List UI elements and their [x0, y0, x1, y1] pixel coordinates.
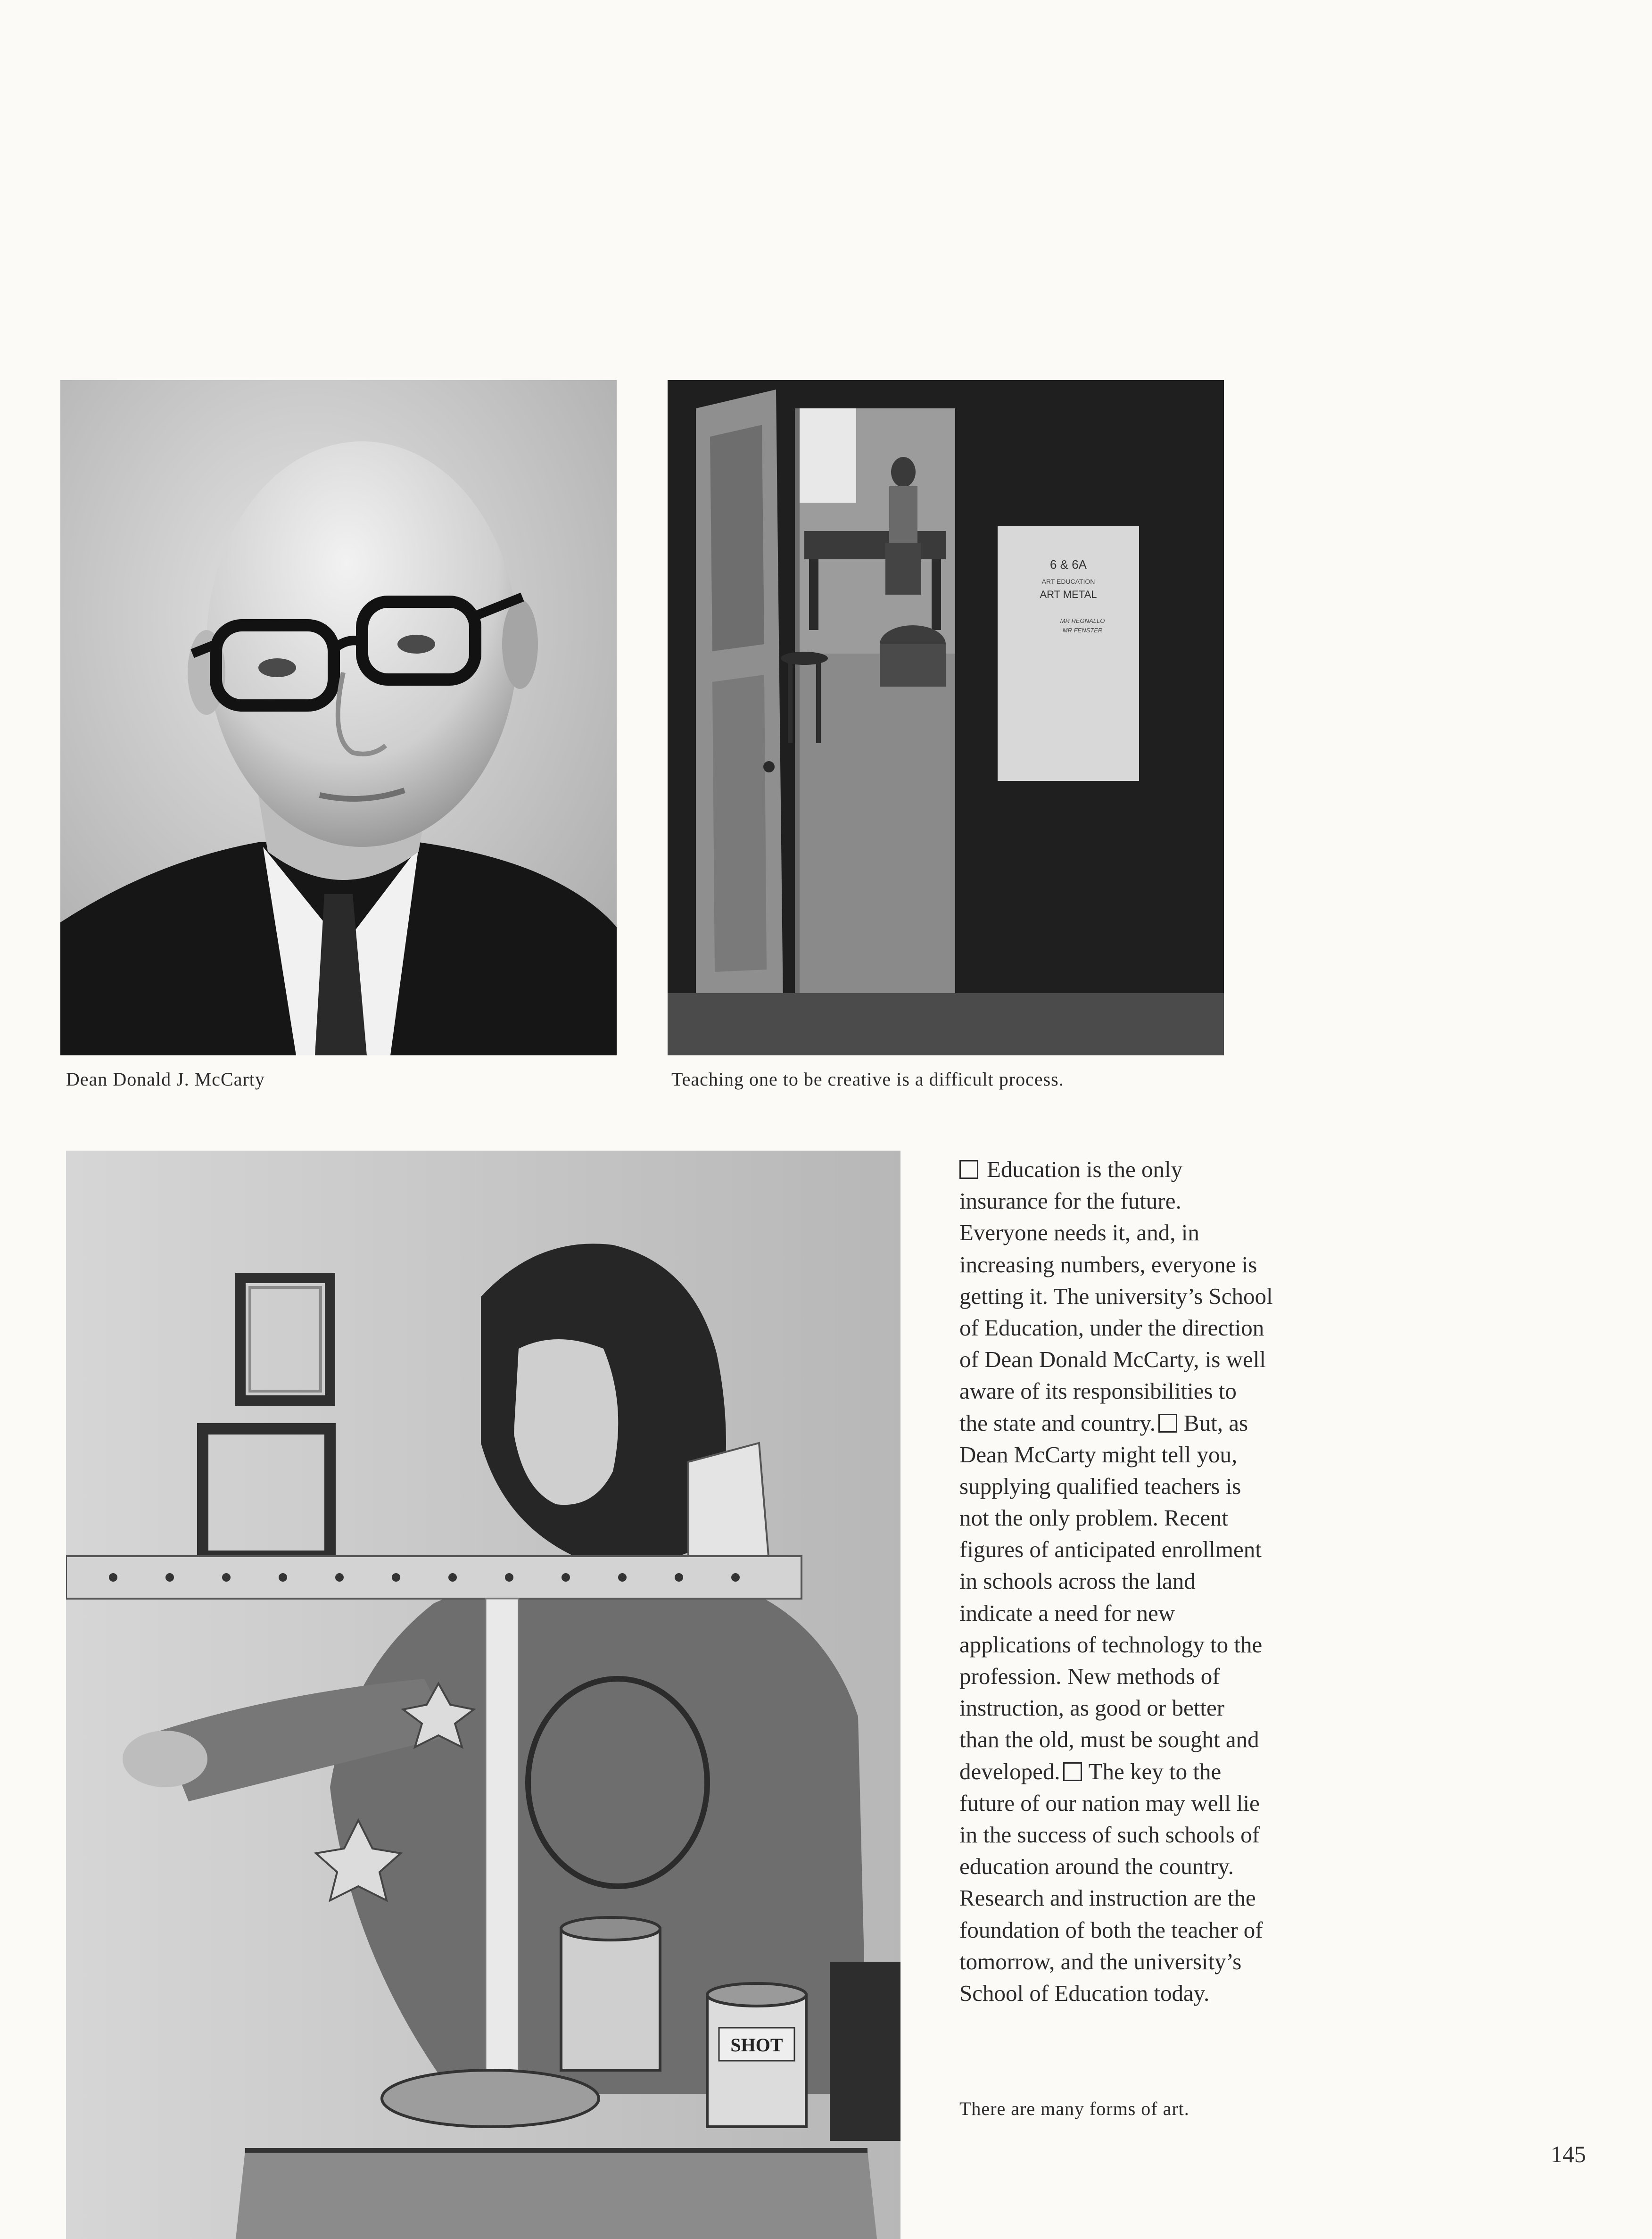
sign-line-teacher-2: MR FENSTER: [1062, 627, 1103, 634]
article-line-10: Dean McCarty might tell you,: [959, 1441, 1238, 1468]
article-line-12: not the only problem. Recent: [959, 1505, 1229, 1531]
sign-line-room: 6 & 6A: [1049, 557, 1087, 572]
article-line-5: getting it. The university’s School: [959, 1283, 1273, 1309]
section-marker-icon: [1158, 1414, 1177, 1433]
section-marker-icon: [1063, 1762, 1082, 1781]
sign-line-teacher-1: MR REGNALLO: [1060, 617, 1105, 624]
article-line-3: Everyone needs it, and, in: [959, 1219, 1199, 1246]
doorway-caption: Teaching one to be creative is a difficult process.: [671, 1069, 1064, 1090]
article-line-26: tomorrow, and the university’s: [959, 1948, 1242, 1974]
portrait-caption: Dean Donald J. McCarty: [66, 1069, 265, 1090]
article-line-2: insurance for the future.: [959, 1188, 1181, 1214]
article-line-4: increasing numbers, everyone is: [959, 1251, 1257, 1277]
art-student-illustration: [66, 1151, 900, 2239]
article-line-17: profession. New methods of: [959, 1663, 1220, 1689]
portrait-photo: [60, 380, 617, 1055]
article-body: [959, 1153, 1332, 2009]
sign-line-dept: ART EDUCATION: [1041, 578, 1095, 585]
article-line-24: Research and instruction are the: [959, 1885, 1256, 1911]
section-marker-icon: [959, 1160, 978, 1179]
doorway-illustration: [668, 380, 1224, 1055]
article-line-22: in the success of such schools of: [959, 1821, 1260, 1848]
article-line-18: instruction, as good or better: [959, 1695, 1225, 1721]
article-line-1: Education is the only: [959, 1153, 1332, 1185]
article-line-11: supplying qualified teachers is: [959, 1473, 1241, 1499]
article-line-27: School of Education today.: [959, 1980, 1210, 2006]
doorway-photo: [668, 380, 1224, 1055]
article-line-23: education around the country.: [959, 1853, 1234, 1880]
article-line-19: than the old, must be sought and: [959, 1726, 1259, 1753]
article-line-9: the state and country. But, as: [959, 1410, 1248, 1436]
portrait-illustration: [60, 380, 617, 1055]
article-line-14: in schools across the land: [959, 1568, 1196, 1594]
article-line-8: aware of its responsibilities to: [959, 1378, 1237, 1404]
article-line-7: of Dean Donald McCarty, is well: [959, 1346, 1266, 1373]
article-line-15: indicate a need for new: [959, 1600, 1175, 1626]
art-student-photo: [66, 1151, 900, 2239]
paint-can-label: SHOT: [730, 2034, 783, 2056]
article-line-25: foundation of both the teacher of: [959, 1916, 1263, 1943]
page-number: 145: [1551, 2141, 1586, 2167]
article-line-21: future of our nation may well lie: [959, 1790, 1260, 1816]
article-line-13: figures of anticipated enrollment: [959, 1536, 1262, 1563]
article-line-20: developed. The key to the: [959, 1758, 1222, 1784]
sign-line-subject: ART METAL: [1040, 589, 1097, 600]
art-student-caption: There are many forms of art.: [959, 2098, 1189, 2119]
article-line-16: applications of technology to the: [959, 1631, 1263, 1658]
article-line-6: of Education, under the direction: [959, 1314, 1264, 1341]
